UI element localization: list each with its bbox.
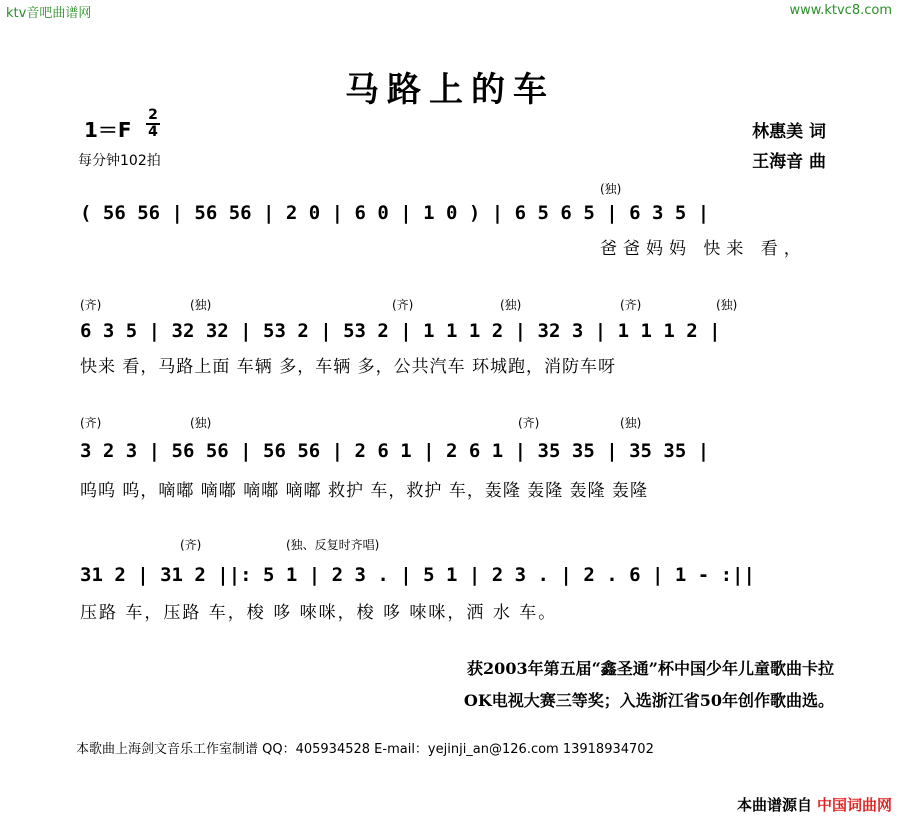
- watermark-left: ktv音吧曲谱网: [6, 6, 92, 21]
- source-label: 本曲谱源自: [736, 796, 812, 814]
- composer: 王海音 曲: [752, 152, 826, 172]
- part-mark: (独、反复时齐唱): [286, 538, 380, 552]
- part-mark: (齐): [80, 298, 102, 312]
- part-mark: (齐): [518, 416, 540, 430]
- score-row-2: [80, 296, 830, 380]
- part-mark: (独): [620, 416, 642, 430]
- notes-line-2: 6 3 5 | 32 32 | 53 2 | 53 2 | 1 1 1 2 | 32 3 | 1 1 1 2 |: [80, 320, 721, 342]
- lyrics-line-2: 快来 看，马路上面 车辆 多，车辆 多，公共汽车 环城跑，消防车呀: [80, 357, 617, 377]
- score-row-1: [80, 180, 830, 260]
- part-mark: (齐): [392, 298, 414, 312]
- credit-line: 本歌曲上海剑文音乐工作室制谱 QQ：405934528 E-mail：yejinji_an@126.com 13918934702: [76, 742, 654, 757]
- part-mark: (独): [600, 182, 622, 196]
- meter-bottom: 4: [146, 123, 160, 140]
- notes-line-4: 31 2 | 31 2 ||: 5 1 | 2 3 . | 5 1 | 2 3 . | 2 . 6 | 1 - :||: [80, 564, 755, 586]
- notes-line-1: ( 56 56 | 56 56 | 2 0 | 6 0 | 1 0 ) | 6 5 6 5 | 6 3 5 |: [80, 202, 710, 224]
- watermark-right: www.ktvc8.com: [789, 3, 892, 18]
- tempo: 每分钟102拍: [78, 153, 161, 169]
- part-mark: (齐): [620, 298, 642, 312]
- score-row-3: [80, 414, 830, 501]
- lyrics-line-3: 呜呜 呜，嘀嘟 嘀嘟 嘀嘟 嘀嘟 救护 车，救护 车，轰隆 轰隆 轰隆 轰隆: [80, 481, 649, 501]
- award-line-1: 获2003年第五届“鑫圣通”杯中国少年儿童歌曲卡拉: [467, 659, 834, 678]
- meter-top: 2: [148, 107, 158, 123]
- part-mark: (齐): [80, 416, 102, 430]
- key-signature: 1＝F: [84, 118, 132, 142]
- part-mark: (独): [190, 298, 212, 312]
- part-mark: (独): [716, 298, 738, 312]
- lyrics-line-4: 压路 车，压路 车，梭 哆 唻咪，梭 哆 唻咪，洒 水 车。: [80, 603, 558, 623]
- notes-line-3: 3 2 3 | 56 56 | 56 56 | 2 6 1 | 2 6 1 | 35 35 | 35 35 |: [80, 440, 710, 462]
- song-title: 马路上的车: [345, 70, 555, 110]
- part-mark: (独): [500, 298, 522, 312]
- time-signature: [146, 108, 160, 140]
- part-mark: (齐): [180, 538, 202, 552]
- lyrics-line-1: 爸爸妈妈 快来 看，: [600, 239, 807, 259]
- part-mark: (独): [190, 416, 212, 430]
- site-link[interactable]: 中国词曲网: [816, 796, 892, 814]
- award-line-2: OK电视大赛三等奖；入选浙江省50年创作歌曲选。: [463, 691, 834, 710]
- score-row-4: [80, 536, 830, 623]
- lyricist: 林惠美 词: [752, 122, 826, 142]
